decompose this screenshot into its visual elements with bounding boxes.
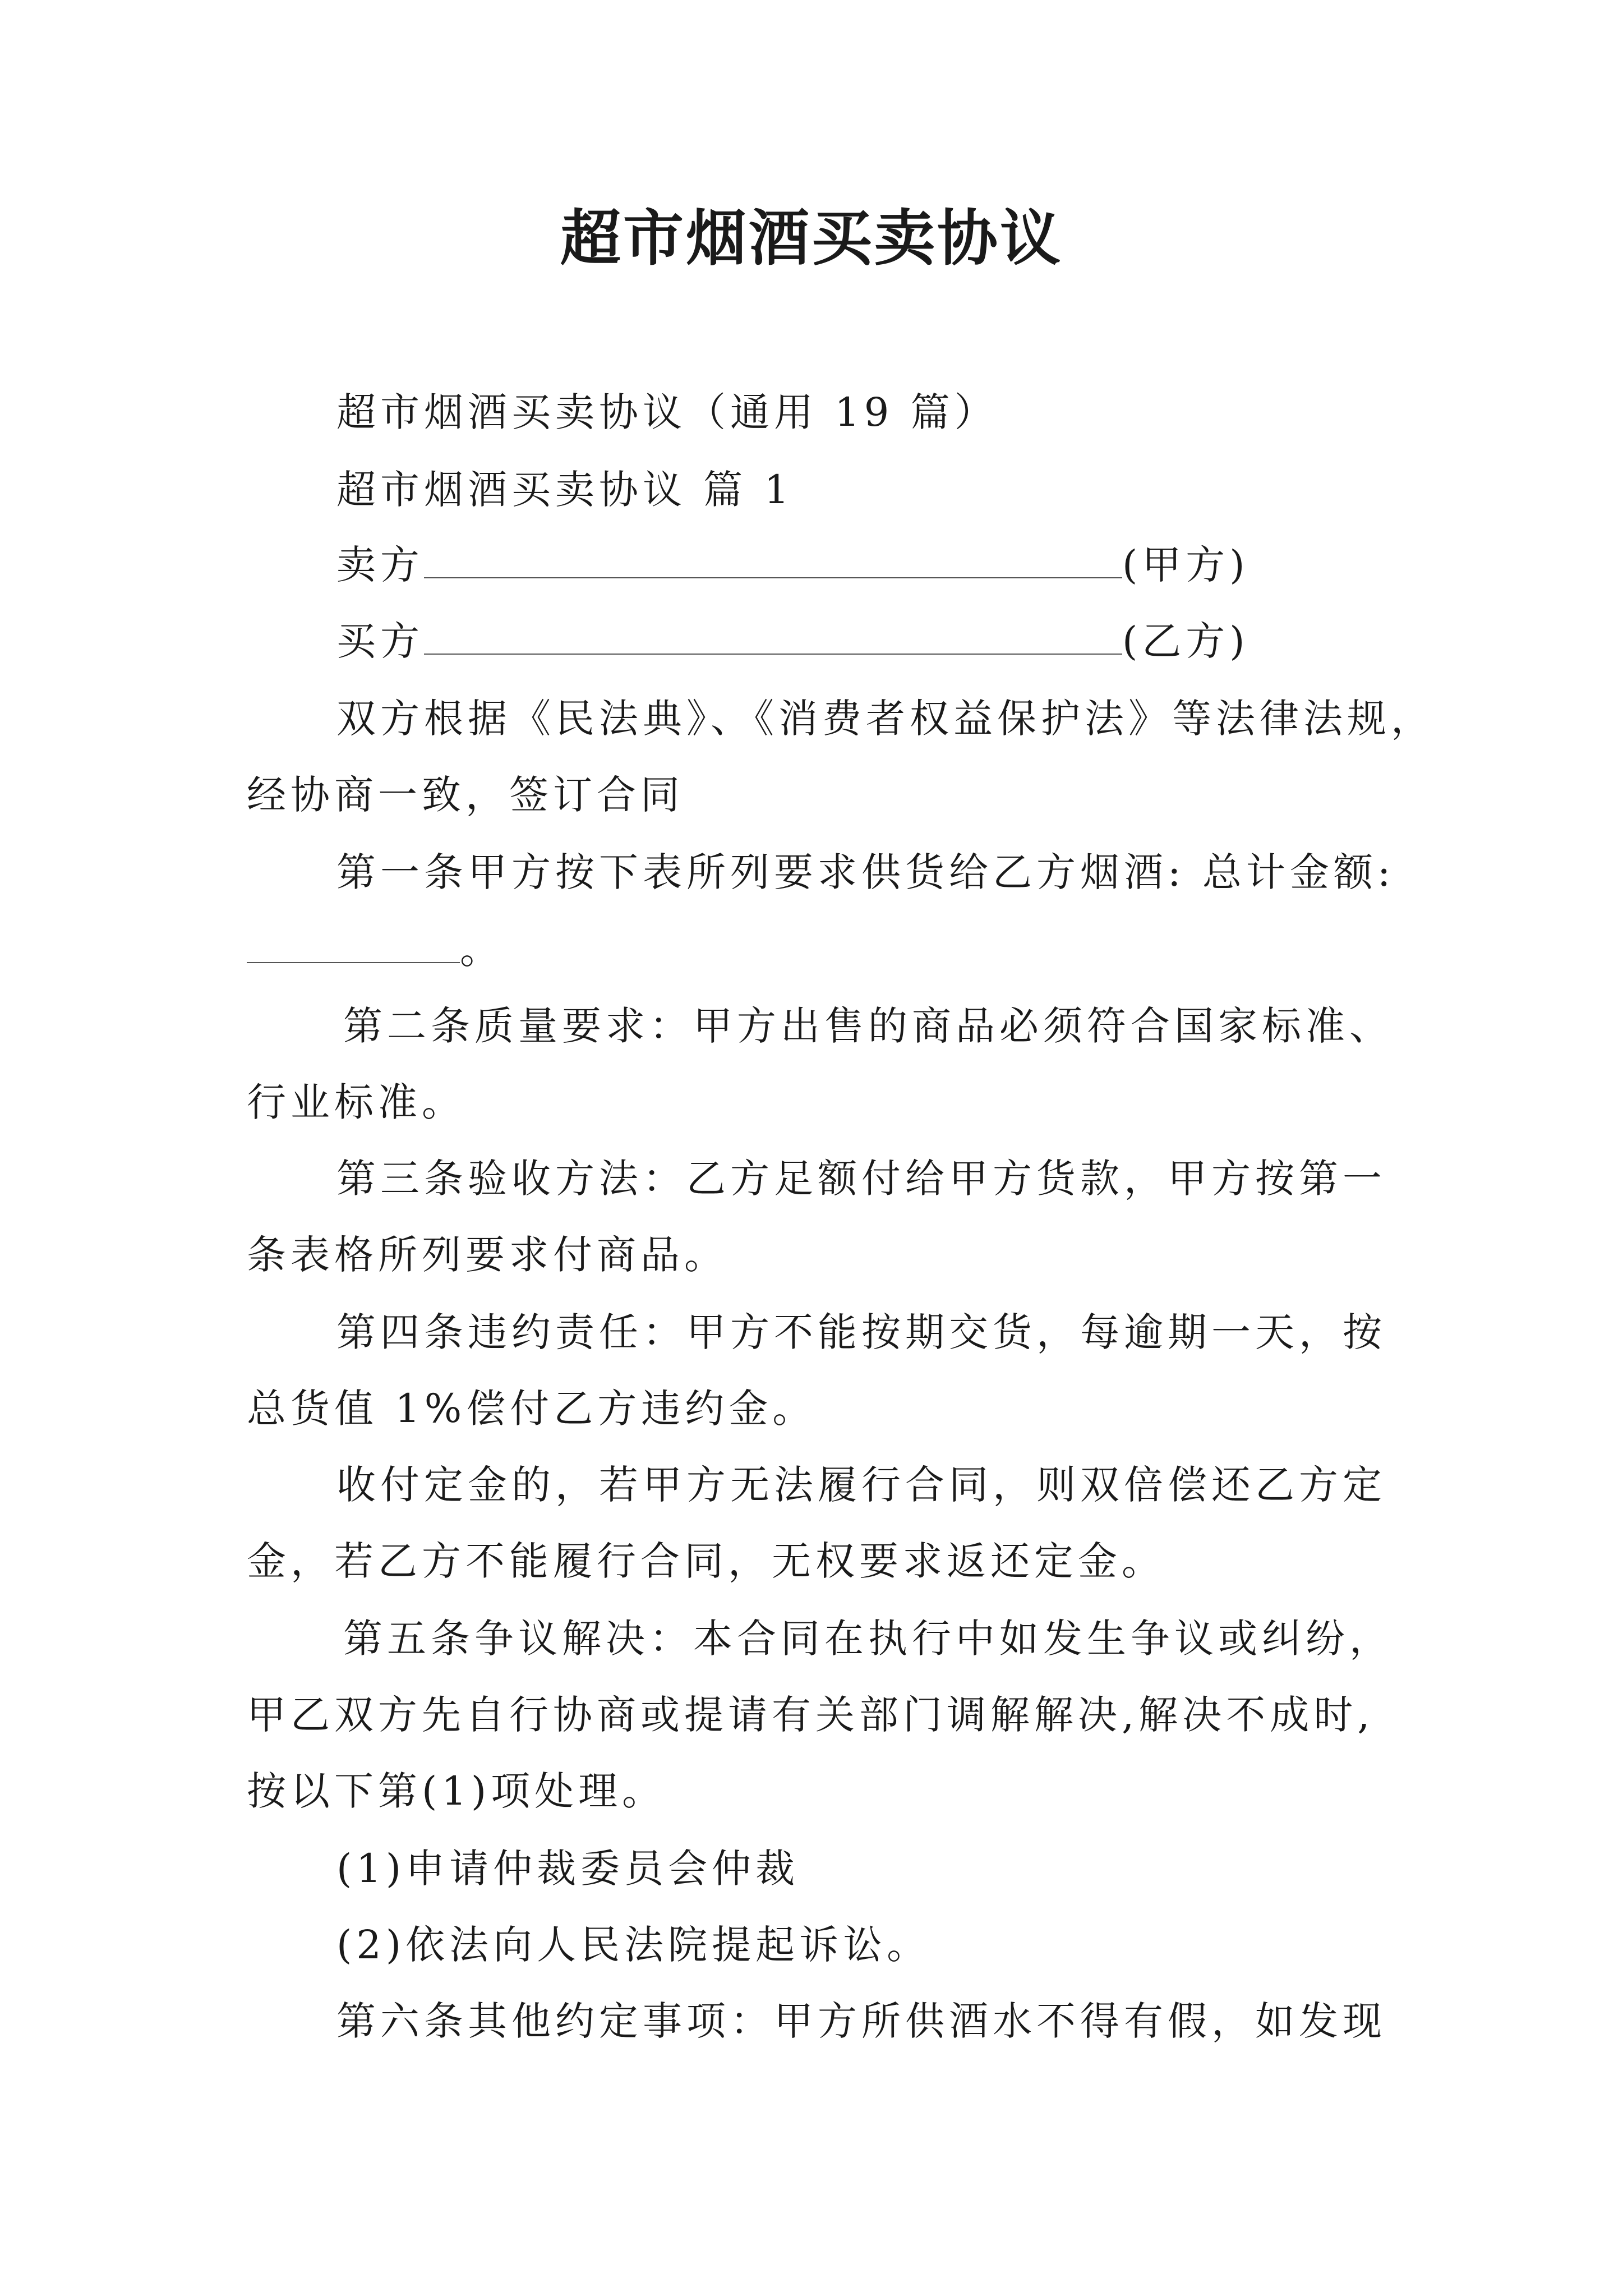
seller-label: 卖方 <box>336 542 424 588</box>
document-title: 超市烟酒买卖协议 <box>560 203 1063 274</box>
article5-line2: 甲乙双方先自行协商或提请有关部门调解解决,解决不成时, <box>247 1692 1375 1738</box>
buyer-label: 买方 <box>336 618 424 664</box>
article2-line1: 第二条质量要求：甲方出售的商品必须符合国家标准、 <box>343 1003 1393 1049</box>
article5-line1: 第五条争议解决：本合同在执行中如发生争议或纠纷， <box>343 1616 1393 1662</box>
article4-line2: 总货值 1%偿付乙方违约金。 <box>247 1386 817 1432</box>
article1-line1: 第一条甲方按下表所列要求供货给乙方烟酒: 总计金额: <box>336 849 1395 895</box>
article6-line1: 第六条其他约定事项：甲方所供酒水不得有假，如发现 <box>336 1998 1386 2044</box>
article5-line3: 按以下第(1)项处理。 <box>247 1768 666 1814</box>
seller-blank-field[interactable] <box>424 540 1122 578</box>
buyer-suffix: (乙方) <box>1122 618 1249 664</box>
seller-line <box>336 540 1249 590</box>
option-litigation: (2)依法向人民法院提起诉讼。 <box>336 1922 931 1968</box>
paragraph-basis-line2: 经协商一致，签订合同 <box>247 772 684 818</box>
seller-suffix: (甲方) <box>1122 542 1249 588</box>
section-heading: 超市烟酒买卖协议 篇 1 <box>336 467 794 513</box>
document-subtitle: 超市烟酒买卖协议（通用 19 篇） <box>336 389 998 435</box>
article3-line1: 第三条验收方法：乙方足额付给甲方货款，甲方按第一 <box>336 1156 1386 1202</box>
deposit-line2: 金，若乙方不能履行合同，无权要求返还定金。 <box>247 1538 1165 1584</box>
amount-blank-field[interactable] <box>247 925 460 963</box>
buyer-line <box>336 616 1249 666</box>
article3-line2: 条表格所列要求付商品。 <box>247 1232 728 1278</box>
article2-line2: 行业标准。 <box>247 1079 465 1125</box>
buyer-blank-field[interactable] <box>424 616 1122 655</box>
article1-line2 <box>247 924 504 975</box>
paragraph-basis-line1: 双方根据《民法典》、《消费者权益保护法》等法律法规， <box>336 696 1435 742</box>
article1-end: 。 <box>460 927 504 973</box>
deposit-line1: 收付定金的，若甲方无法履行合同，则双倍偿还乙方定 <box>336 1462 1386 1508</box>
option-arbitration: (1)申请仲裁委员会仲裁 <box>336 1846 800 1892</box>
article4-line1: 第四条违约责任：甲方不能按期交货，每逾期一天，按 <box>336 1309 1386 1355</box>
